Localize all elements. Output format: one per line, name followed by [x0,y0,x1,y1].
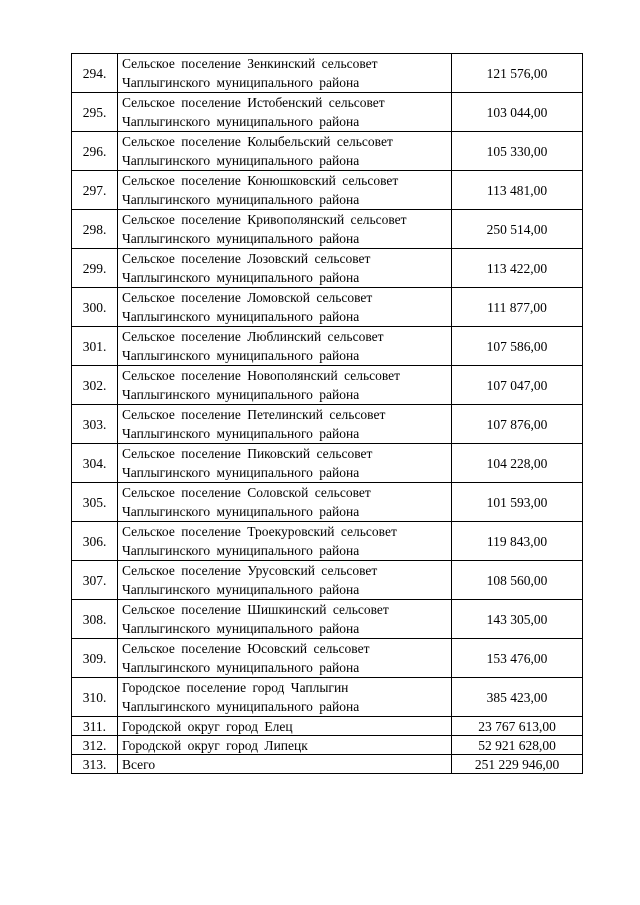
municipality-name [118,736,452,755]
table-row [72,736,583,755]
row-number: 298. [72,210,118,249]
table-row [72,522,583,561]
row-number: 295. [72,93,118,132]
row-number: 306. [72,522,118,561]
row-number: 313. [72,755,118,774]
municipality-name-line-2: Чаплыгинского муниципального района [122,426,360,441]
amount-value: 105 330,00 [452,132,583,171]
table-row [72,132,583,171]
row-number: 300. [72,288,118,327]
row-number: 301. [72,327,118,366]
municipality-name-line-1: Сельское поселение Ломовской сельсовет [122,290,373,305]
amount-value: 113 481,00 [452,171,583,210]
municipality-name [118,600,452,639]
municipality-name [118,366,452,405]
municipality-name-line-2: Чаплыгинского муниципального района [122,660,360,675]
table-row [72,561,583,600]
table-row [72,288,583,327]
table-body [72,54,583,774]
table-row [72,755,583,774]
amount-value: 52 921 628,00 [452,736,583,755]
municipality-name-line-1: Сельское поселение Троекуровский сельсовет [122,524,397,539]
municipality-name-line-1: Сельское поселение Зенкинский сельсовет [122,56,378,71]
amount-value: 143 305,00 [452,600,583,639]
table-row [72,54,583,93]
amount-value: 119 843,00 [452,522,583,561]
municipality-name [118,132,452,171]
municipality-name-line-2: Чаплыгинского муниципального района [122,231,360,246]
municipality-name-line-2: Чаплыгинского муниципального района [122,309,360,324]
municipality-name-line-2: Чаплыгинского муниципального района [122,387,360,402]
municipality-name [118,444,452,483]
row-number: 309. [72,639,118,678]
municipality-name-line-2: Чаплыгинского муниципального района [122,270,360,285]
municipality-name [118,405,452,444]
row-number: 294. [72,54,118,93]
municipality-name-line-1: Сельское поселение Лозовский сельсовет [122,251,371,266]
budget-table [71,53,583,774]
amount-value: 101 593,00 [452,483,583,522]
table-row [72,93,583,132]
municipality-name-line-1: Сельское поселение Соловской сельсовет [122,485,371,500]
amount-value: 107 047,00 [452,366,583,405]
municipality-name-line-2: Чаплыгинского муниципального района [122,114,360,129]
municipality-name-line-1: Сельское поселение Урусовский сельсовет [122,563,378,578]
municipality-name [118,249,452,288]
municipality-name-line-1: Всего [122,756,156,772]
row-number: 297. [72,171,118,210]
amount-value: 385 423,00 [452,678,583,717]
municipality-name [118,171,452,210]
municipality-name-line-2: Чаплыгинского муниципального района [122,465,360,480]
municipality-name-line-2: Чаплыгинского муниципального района [122,582,360,597]
municipality-name-line-1: Сельское поселение Конюшковский сельсовет [122,173,399,188]
amount-value: 153 476,00 [452,639,583,678]
municipality-name [118,561,452,600]
municipality-name-line-1: Сельское поселение Петелинский сельсовет [122,407,386,422]
row-number: 312. [72,736,118,755]
amount-value: 107 586,00 [452,327,583,366]
table-row [72,483,583,522]
row-number: 296. [72,132,118,171]
table-row [72,678,583,717]
amount-value: 111 877,00 [452,288,583,327]
table-row [72,600,583,639]
municipality-name [118,717,452,736]
amount-value: 108 560,00 [452,561,583,600]
row-number: 304. [72,444,118,483]
municipality-name-line-1: Сельское поселение Новополянский сельсовет [122,368,401,383]
municipality-name-line-1: Городской округ город Елец [122,718,293,734]
municipality-name-line-1: Сельское поселение Шишкинский сельсовет [122,602,389,617]
amount-value: 250 514,00 [452,210,583,249]
municipality-name [118,327,452,366]
municipality-name-line-1: Сельское поселение Истобенский сельсовет [122,95,385,110]
municipality-name [118,755,452,774]
row-number: 299. [72,249,118,288]
row-number: 311. [72,717,118,736]
municipality-name-line-2: Чаплыгинского муниципального района [122,192,360,207]
amount-value: 107 876,00 [452,405,583,444]
amount-value: 23 767 613,00 [452,717,583,736]
municipality-name-line-1: Сельское поселение Люблинский сельсовет [122,329,384,344]
municipality-name-line-2: Чаплыгинского муниципального района [122,621,360,636]
amount-value: 113 422,00 [452,249,583,288]
table-row [72,444,583,483]
table-row [72,639,583,678]
municipality-name-line-1: Сельское поселение Кривополянский сельсовет [122,212,407,227]
table-row [72,717,583,736]
municipality-name-line-2: Чаплыгинского муниципального района [122,504,360,519]
row-number: 303. [72,405,118,444]
row-number: 302. [72,366,118,405]
table-row [72,405,583,444]
table-row [72,327,583,366]
municipality-name-line-1: Городское поселение город Чаплыгин [122,680,349,695]
row-number: 305. [72,483,118,522]
municipality-name [118,288,452,327]
row-number: 308. [72,600,118,639]
table-row [72,366,583,405]
table-row [72,210,583,249]
municipality-name-line-2: Чаплыгинского муниципального района [122,75,360,90]
municipality-name-line-1: Городской округ город Липецк [122,737,308,753]
row-number: 310. [72,678,118,717]
municipality-name [118,483,452,522]
municipality-name [118,678,452,717]
table-row [72,249,583,288]
municipality-name [118,522,452,561]
amount-value: 103 044,00 [452,93,583,132]
municipality-name-line-2: Чаплыгинского муниципального района [122,348,360,363]
municipality-name-line-2: Чаплыгинского муниципального района [122,543,360,558]
municipality-name-line-1: Сельское поселение Пиковский сельсовет [122,446,373,461]
municipality-name-line-1: Сельское поселение Колыбельский сельсовет [122,134,393,149]
municipality-name [118,210,452,249]
row-number: 307. [72,561,118,600]
amount-value: 104 228,00 [452,444,583,483]
municipality-name [118,93,452,132]
municipality-name [118,639,452,678]
amount-value: 121 576,00 [452,54,583,93]
municipality-name-line-2: Чаплыгинского муниципального района [122,699,360,714]
amount-value: 251 229 946,00 [452,755,583,774]
municipality-name [118,54,452,93]
table-row [72,171,583,210]
municipality-name-line-2: Чаплыгинского муниципального района [122,153,360,168]
municipality-name-line-1: Сельское поселение Юсовский сельсовет [122,641,370,656]
